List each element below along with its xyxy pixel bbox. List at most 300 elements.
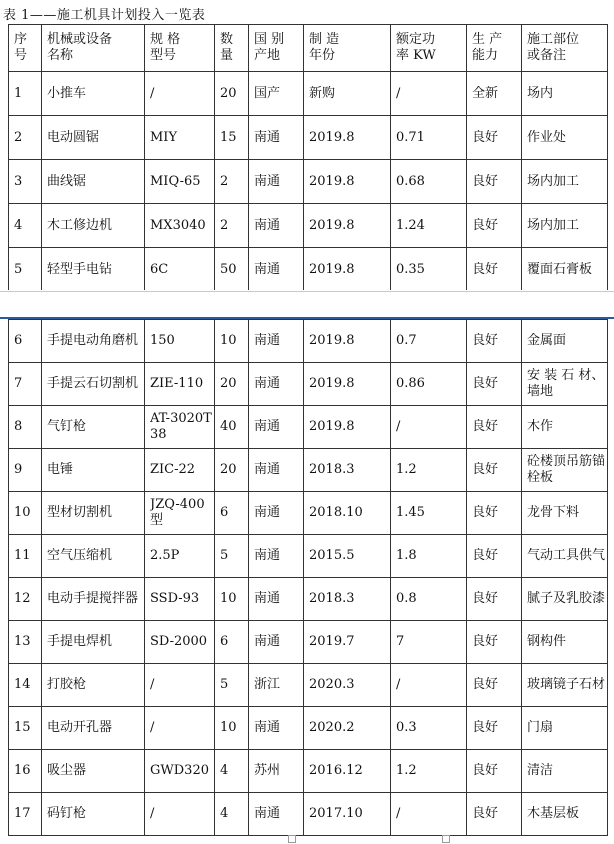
cell-text: 全新 [472,85,499,101]
table-cell[interactable] [467,204,522,248]
cell-text: / [150,720,155,735]
cell-text: 南通 [254,261,281,277]
table-cell[interactable] [145,492,215,535]
header-cell[interactable] [522,25,608,72]
table-cell[interactable] [467,621,522,664]
table-cell[interactable] [467,116,522,160]
table-cell[interactable] [215,248,249,292]
cell-text: MIQ-65 [150,173,201,189]
cell-text: 手提电动角磨机 [47,333,139,348]
cell-text: 良好 [472,129,499,145]
table-row [9,621,608,664]
table-cell[interactable] [304,204,391,248]
cell-text: / [396,677,401,692]
cell-text: 2016.12 [309,763,363,778]
header-cell-line: 数 [220,32,234,47]
cell-text: 木基层板 [527,806,580,821]
table-cell[interactable] [215,204,249,248]
table-cell[interactable] [9,406,42,449]
table-cell[interactable] [9,449,42,492]
table-cell[interactable] [145,578,215,621]
table-cell[interactable] [9,750,42,793]
cell-text: 作业处 [527,129,567,145]
table-row [9,160,608,204]
table-cell[interactable] [522,664,608,707]
cell-text: 小推车 [47,85,87,101]
table-cell[interactable] [467,793,522,836]
table-cell[interactable] [391,707,467,750]
table-cell[interactable] [249,707,304,750]
table-cell[interactable] [249,72,304,116]
header-cell[interactable] [391,25,467,72]
cell-text: 南通 [254,333,281,348]
cell-text: 6 [220,634,229,649]
table-cell[interactable] [42,664,145,707]
table-cell[interactable] [145,320,215,363]
cell-text: 2 [220,173,229,189]
cell-text: 良好 [472,419,499,434]
table-cell[interactable] [522,204,608,248]
cell-text: 浙江 [254,677,281,692]
table-cell[interactable] [215,793,249,836]
cell-text: 7 [14,376,23,391]
header-cell[interactable] [42,25,145,72]
table-cell[interactable] [249,406,304,449]
table-cell[interactable] [249,492,304,535]
cell-text: 15 [220,129,237,145]
table-cell[interactable] [215,406,249,449]
table-cell[interactable] [467,535,522,578]
table-cell[interactable] [9,535,42,578]
cell-text: / [150,806,155,821]
table-row [9,578,608,621]
cell-text: 南通 [254,462,281,477]
cell-text: AT-3020T 38 [150,411,212,442]
cell-text: 国产 [254,85,281,101]
table-cell[interactable] [522,248,608,292]
cell-text: 20 [220,376,237,391]
table-cell[interactable] [9,664,42,707]
table-cell[interactable] [42,406,145,449]
table-cell[interactable] [9,363,42,406]
table-cell[interactable] [522,793,608,836]
cell-text: 4 [220,763,229,778]
cell-text: 门扇 [527,720,554,735]
table-cell[interactable] [9,72,42,116]
cell-text: 电动圆锯 [47,129,100,145]
cell-text: 吸尘器 [47,763,87,778]
cell-text: 9 [14,462,23,477]
table-cell[interactable] [215,621,249,664]
table-cell[interactable] [9,621,42,664]
cell-text: 良好 [472,634,499,649]
table-cell[interactable] [304,363,391,406]
table-cell[interactable] [391,449,467,492]
table-cell[interactable] [42,707,145,750]
cell-text: 腻子及乳胶漆 [527,591,606,606]
table-cell[interactable] [42,578,145,621]
table-cell[interactable] [42,750,145,793]
table-cell[interactable] [522,320,608,363]
table-cell[interactable] [304,72,391,116]
table-row [9,406,608,449]
cell-text: 5 [220,677,229,692]
header-cell-line: 产地 [254,48,281,63]
cell-text: 2019.8 [309,333,355,348]
cell-text: 1.24 [396,217,425,233]
table-cell[interactable] [467,320,522,363]
table-cell[interactable] [9,320,42,363]
table-cell[interactable] [391,248,467,292]
header-cell-line: 型号 [150,48,177,63]
cell-text: 17 [14,806,31,821]
table-cell[interactable] [304,664,391,707]
table-cell[interactable] [522,449,608,492]
header-cell-line: 国 别 [254,32,285,47]
header-cell[interactable] [249,25,304,72]
cell-text: 钢构件 [527,634,567,649]
table-cell[interactable] [391,793,467,836]
table-cell[interactable] [215,535,249,578]
header-cell[interactable] [145,25,215,72]
cell-text: 10 [220,591,237,606]
cell-text: 2018.3 [309,462,355,477]
cell-text: 1.2 [396,763,417,778]
table-cell[interactable] [215,449,249,492]
cell-text: 7 [396,634,405,649]
cell-text: 0.7 [396,333,417,348]
page-break [0,290,614,319]
table-cell[interactable] [467,160,522,204]
table-cell[interactable] [391,578,467,621]
cell-text: 型材切割机 [47,505,113,520]
table-row [9,492,608,535]
table-cell[interactable] [215,72,249,116]
cell-text: GWD320 [150,763,209,778]
table-cell[interactable] [249,320,304,363]
cell-text: 空气压缩机 [47,548,113,563]
table-cell[interactable] [145,664,215,707]
cell-text: 南通 [254,505,281,520]
table-cell[interactable] [42,160,145,204]
table-row [9,363,608,406]
table-cell[interactable] [391,116,467,160]
table-row [9,750,608,793]
table-cell[interactable] [304,116,391,160]
table-cell[interactable] [304,406,391,449]
table-cell[interactable] [145,621,215,664]
cell-text: / [150,85,155,101]
cell-text: 电锤 [47,462,74,477]
table-row [9,535,608,578]
table-cell[interactable] [304,160,391,204]
header-cell[interactable] [304,25,391,72]
table-cell[interactable] [249,363,304,406]
cell-text: 木工修边机 [47,217,113,233]
table-cell[interactable] [215,664,249,707]
table-cell[interactable] [249,160,304,204]
cell-text: 2015.5 [309,548,355,563]
table-row [9,320,608,363]
cell-text: 良好 [472,217,499,233]
table-cell[interactable] [249,793,304,836]
table-cell[interactable] [467,72,522,116]
table-cell[interactable] [249,535,304,578]
cell-text: 50 [220,261,237,277]
header-cell-line: 量 [220,48,234,63]
cell-text: 良好 [472,720,499,735]
table-resize-handle[interactable] [442,835,450,843]
table-cell[interactable] [145,707,215,750]
table-cell[interactable] [467,248,522,292]
table-caption: 表 1——施工机具计划投入一览表 [3,8,206,23]
table-cell[interactable] [215,160,249,204]
table-cell[interactable] [42,363,145,406]
cell-text: JZQ-400型 [150,497,205,528]
cell-text: 6 [14,333,23,348]
table-cell[interactable] [467,707,522,750]
cell-text: 5 [220,548,229,563]
table-cell[interactable] [467,578,522,621]
cell-text: 5 [14,261,23,277]
cell-text: 轻型手电钻 [47,261,113,277]
table-cell[interactable] [215,363,249,406]
cell-text: 清洁 [527,763,554,778]
table-cell[interactable] [522,578,608,621]
table-cell[interactable] [215,750,249,793]
table-cell[interactable] [467,363,522,406]
cell-text: 场内 [527,85,554,101]
cell-text: 2020.3 [309,677,355,692]
cell-text: 新购 [309,85,336,101]
cell-text: 良好 [472,677,499,692]
table-cell[interactable] [145,449,215,492]
cell-text: 6C [150,261,169,277]
cell-text: 良好 [472,173,499,189]
cell-text: 2 [220,217,229,233]
table-cell[interactable] [467,750,522,793]
cell-text: MX3040 [150,217,206,233]
table-cell[interactable] [391,320,467,363]
table-cell[interactable] [304,320,391,363]
table-cell[interactable] [249,248,304,292]
table-cell[interactable] [522,116,608,160]
table-cell[interactable] [249,204,304,248]
table-cell[interactable] [391,72,467,116]
table-cell[interactable] [391,406,467,449]
table-cell[interactable] [9,578,42,621]
table-cell[interactable] [145,204,215,248]
table-cell[interactable] [304,707,391,750]
cell-text: 0.35 [396,261,425,277]
table-cell[interactable] [9,248,42,292]
table-cell[interactable] [304,535,391,578]
table-cell[interactable] [215,116,249,160]
cell-text: 2019.8 [309,217,355,233]
header-cell[interactable] [467,25,522,72]
table-cell[interactable] [522,707,608,750]
table-cell[interactable] [9,492,42,535]
table-cell[interactable] [145,535,215,578]
table-cell[interactable] [215,707,249,750]
cell-text: 覆面石膏板 [527,261,593,277]
table-cell[interactable] [249,664,304,707]
table-cell[interactable] [145,72,215,116]
table-cell[interactable] [304,492,391,535]
cell-text: 金属面 [527,333,567,348]
cell-text: / [396,806,401,821]
cell-text: 6 [220,505,229,520]
table-cell[interactable] [42,492,145,535]
table-row [9,204,608,248]
table-cell[interactable] [522,72,608,116]
cell-text: 12 [14,591,31,606]
cell-text: 良好 [472,806,499,821]
table-cell[interactable] [467,664,522,707]
table-cell[interactable] [522,492,608,535]
table-cell[interactable] [522,535,608,578]
cell-text: 8 [14,419,23,434]
table-cell[interactable] [42,72,145,116]
table-cell[interactable] [391,363,467,406]
cell-text: 10 [220,333,237,348]
table-cell[interactable] [145,116,215,160]
table-cell[interactable] [215,578,249,621]
cell-text: 南通 [254,217,281,233]
cell-text: 良好 [472,505,499,520]
table-cell[interactable] [467,449,522,492]
cell-text: SD-2000 [150,634,208,649]
table-cell[interactable] [391,492,467,535]
table-cell[interactable] [249,449,304,492]
table-cell[interactable] [304,248,391,292]
table-cell[interactable] [391,204,467,248]
cell-text: 苏州 [254,763,281,778]
header-cell-line: 规 格 [150,32,181,47]
table-cell[interactable] [9,707,42,750]
equipment-table-page2 [8,319,608,836]
cell-text: 南通 [254,591,281,606]
table-cell[interactable] [9,160,42,204]
table-cell[interactable] [9,793,42,836]
cell-text: 良好 [472,591,499,606]
table-cell[interactable] [145,750,215,793]
header-cell[interactable] [9,25,42,72]
table-cell[interactable] [42,793,145,836]
table-cell[interactable] [42,320,145,363]
cell-text: 手提云石切割机 [47,376,139,391]
table-cell[interactable] [145,248,215,292]
table-cell[interactable] [42,204,145,248]
cell-text: 14 [14,677,31,692]
cell-text: 砼楼顶吊筋锚栓板 [527,454,606,485]
cell-text: 13 [14,634,31,649]
table-cell[interactable] [522,160,608,204]
table-row [9,707,608,750]
cell-text: 150 [150,333,175,348]
table-row [9,449,608,492]
cell-text: 2019.8 [309,261,355,277]
cell-text: 安 装 石 材、墙地 [527,368,605,399]
table-cell[interactable] [391,160,467,204]
table-cell[interactable] [42,535,145,578]
table-cell[interactable] [42,621,145,664]
table-cell[interactable] [9,116,42,160]
table-cell[interactable] [391,621,467,664]
cell-text: 0.86 [396,376,425,391]
table-cell[interactable] [145,406,215,449]
header-cell-line: 名称 [47,48,74,63]
table-cell[interactable] [467,406,522,449]
table-cell[interactable] [391,750,467,793]
table-move-handle[interactable] [288,835,296,843]
cell-text: 1.8 [396,548,417,563]
equipment-table-page1 [8,24,608,292]
cell-text: 2019.8 [309,173,355,189]
table-row [9,116,608,160]
table-cell[interactable] [249,116,304,160]
cell-text: 0.3 [396,720,417,735]
cell-text: 2018.10 [309,505,363,520]
header-cell[interactable] [215,25,249,72]
table-cell[interactable] [391,535,467,578]
table-cell[interactable] [249,578,304,621]
table-cell[interactable] [304,621,391,664]
table-cell[interactable] [42,248,145,292]
table-cell[interactable] [249,621,304,664]
table-cell[interactable] [42,116,145,160]
cell-text: 良好 [472,333,499,348]
cell-text: 2020.2 [309,720,355,735]
cell-text: 10 [220,720,237,735]
cell-text: 良好 [472,261,499,277]
table-cell[interactable] [249,750,304,793]
table-cell[interactable] [522,750,608,793]
cell-text: 2.5P [150,548,180,563]
cell-text: 15 [14,720,31,735]
header-cell-line: 能力 [472,48,499,63]
table-cell[interactable] [145,363,215,406]
table-cell[interactable] [145,793,215,836]
cell-text: / [150,677,155,692]
table-cell[interactable] [304,449,391,492]
table-cell[interactable] [304,793,391,836]
table-cell[interactable] [145,160,215,204]
cell-text: 2018.3 [309,591,355,606]
cell-text: 场内加工 [527,173,580,189]
table-cell[interactable] [9,204,42,248]
cell-text: 2017.10 [309,806,363,821]
cell-text: 0.71 [396,129,425,145]
table-row [9,664,608,707]
table-cell[interactable] [391,664,467,707]
header-cell-line: 机械或设备 [47,32,113,47]
cell-text: 场内加工 [527,217,580,233]
cell-text: 南通 [254,419,281,434]
header-cell-line: 率 KW [396,48,436,63]
table-cell[interactable] [522,363,608,406]
table-cell[interactable] [215,492,249,535]
table-cell[interactable] [522,406,608,449]
table-cell[interactable] [304,578,391,621]
table-cell[interactable] [522,621,608,664]
table-cell[interactable] [304,750,391,793]
cell-text: 10 [14,505,31,520]
table-cell[interactable] [467,492,522,535]
cell-text: 气钉枪 [47,419,87,434]
table-cell[interactable] [42,449,145,492]
table-cell[interactable] [215,320,249,363]
